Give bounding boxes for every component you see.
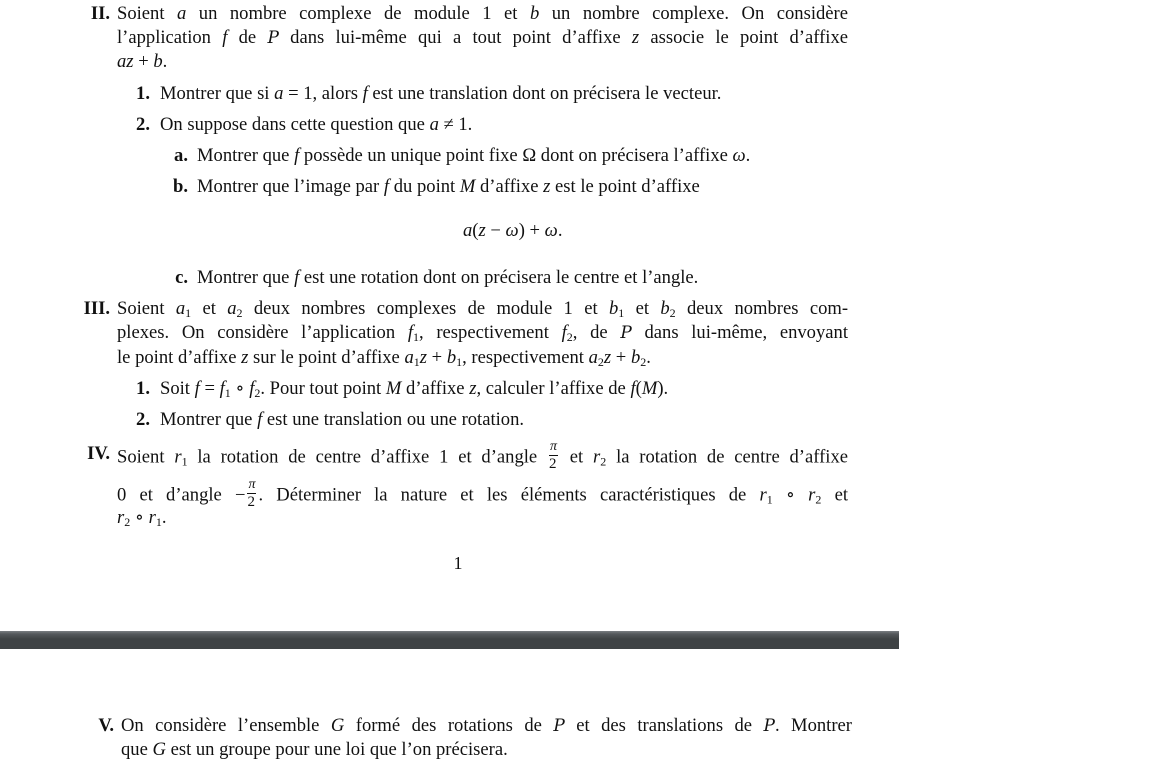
fraction-pi-over-2: $\frac{\pi}{2}$ [548,439,557,472]
question-text: Soit $f = f_1$ ∘ $f_2$. Pour tout point M d’affixe z, calculer l’affixe de f(M). [160,378,669,400]
question-number: 2. [136,409,150,430]
subquestion-text: Montrer que f possède un unique point fixe Ω dont on précisera l’affixe ω. [197,145,751,166]
exercise-text-line: $r_2$ ∘ $r_1$. [117,507,167,529]
page-separator [0,631,899,649]
exercise-number: V. [98,715,114,736]
subquestion-text: Montrer que l’image par f du point M d’affixe z est le point d’affixe [197,176,700,197]
exercise-text-line: Soient $r_1$ la rotation de centre d’affixe 1 et d’angle $\frac{\pi}{2}$ et $r_2$ la rotation de centre d’affixe [117,439,849,472]
question-text: On suppose dans cette question que a ≠ 1. [160,114,473,135]
exercise-text-line: az + b. [117,51,168,72]
exercise-number: IV. [87,443,110,464]
subquestion-label: a. [174,145,188,166]
exercise-text-line: 0 et d’angle − $\frac{\pi}{2}$ . Déterminer la nature et les éléments caractéristiques de $r_1$ ∘ $r_2$ et [117,477,848,510]
exercise-text-line: le point d’affixe z sur le point d’affixe $a_1z + b_1$, respectivement $a_2z + b_2$. [117,347,651,369]
subquestion-label: b. [173,176,188,197]
exercise-text-line: que G est un groupe pour une loi que l’on précisera. [121,739,508,760]
fraction-pi-over-2: $\frac{\pi}{2}$ [247,477,256,510]
exercise-text-line: Soient $a_1$ et $a_2$ deux nombres complexes de module 1 et $b_1$ et $b_2$ deux nombres com- [117,298,849,320]
question-number: 2. [136,114,150,135]
subquestion-text: Montrer que f est une rotation dont on précisera le centre et l’angle. [197,267,699,288]
display-formula: a(z − ω) + ω. [463,220,563,241]
exercise-number: II. [90,3,110,24]
question-number: 1. [136,83,150,104]
question-text: Montrer que si a = 1, alors f est une translation dont on précisera le vecteur. [160,83,722,104]
exercise-text-line: Soient a un nombre complexe de module 1 et b un nombre complexe. On considère [117,3,848,24]
question-text: Montrer que f est une translation ou une rotation. [160,409,525,430]
exercise-text-line: l’application f de P dans lui-même qui a tout point d’affixe z associe le point d’affixe [117,27,848,48]
exercise-number: III. [83,298,110,319]
question-number: 1. [136,378,150,399]
page-number: 1 [453,553,463,573]
exercise-text-line: On considère l’ensemble G formé des rotations de P et des translations de P. Montrer [121,715,852,736]
subquestion-label: c. [175,267,188,288]
exercise-text-line: plexes. On considère l’application $f_1$, respectivement $f_2$, de P dans lui-même, envoyant [117,322,848,344]
